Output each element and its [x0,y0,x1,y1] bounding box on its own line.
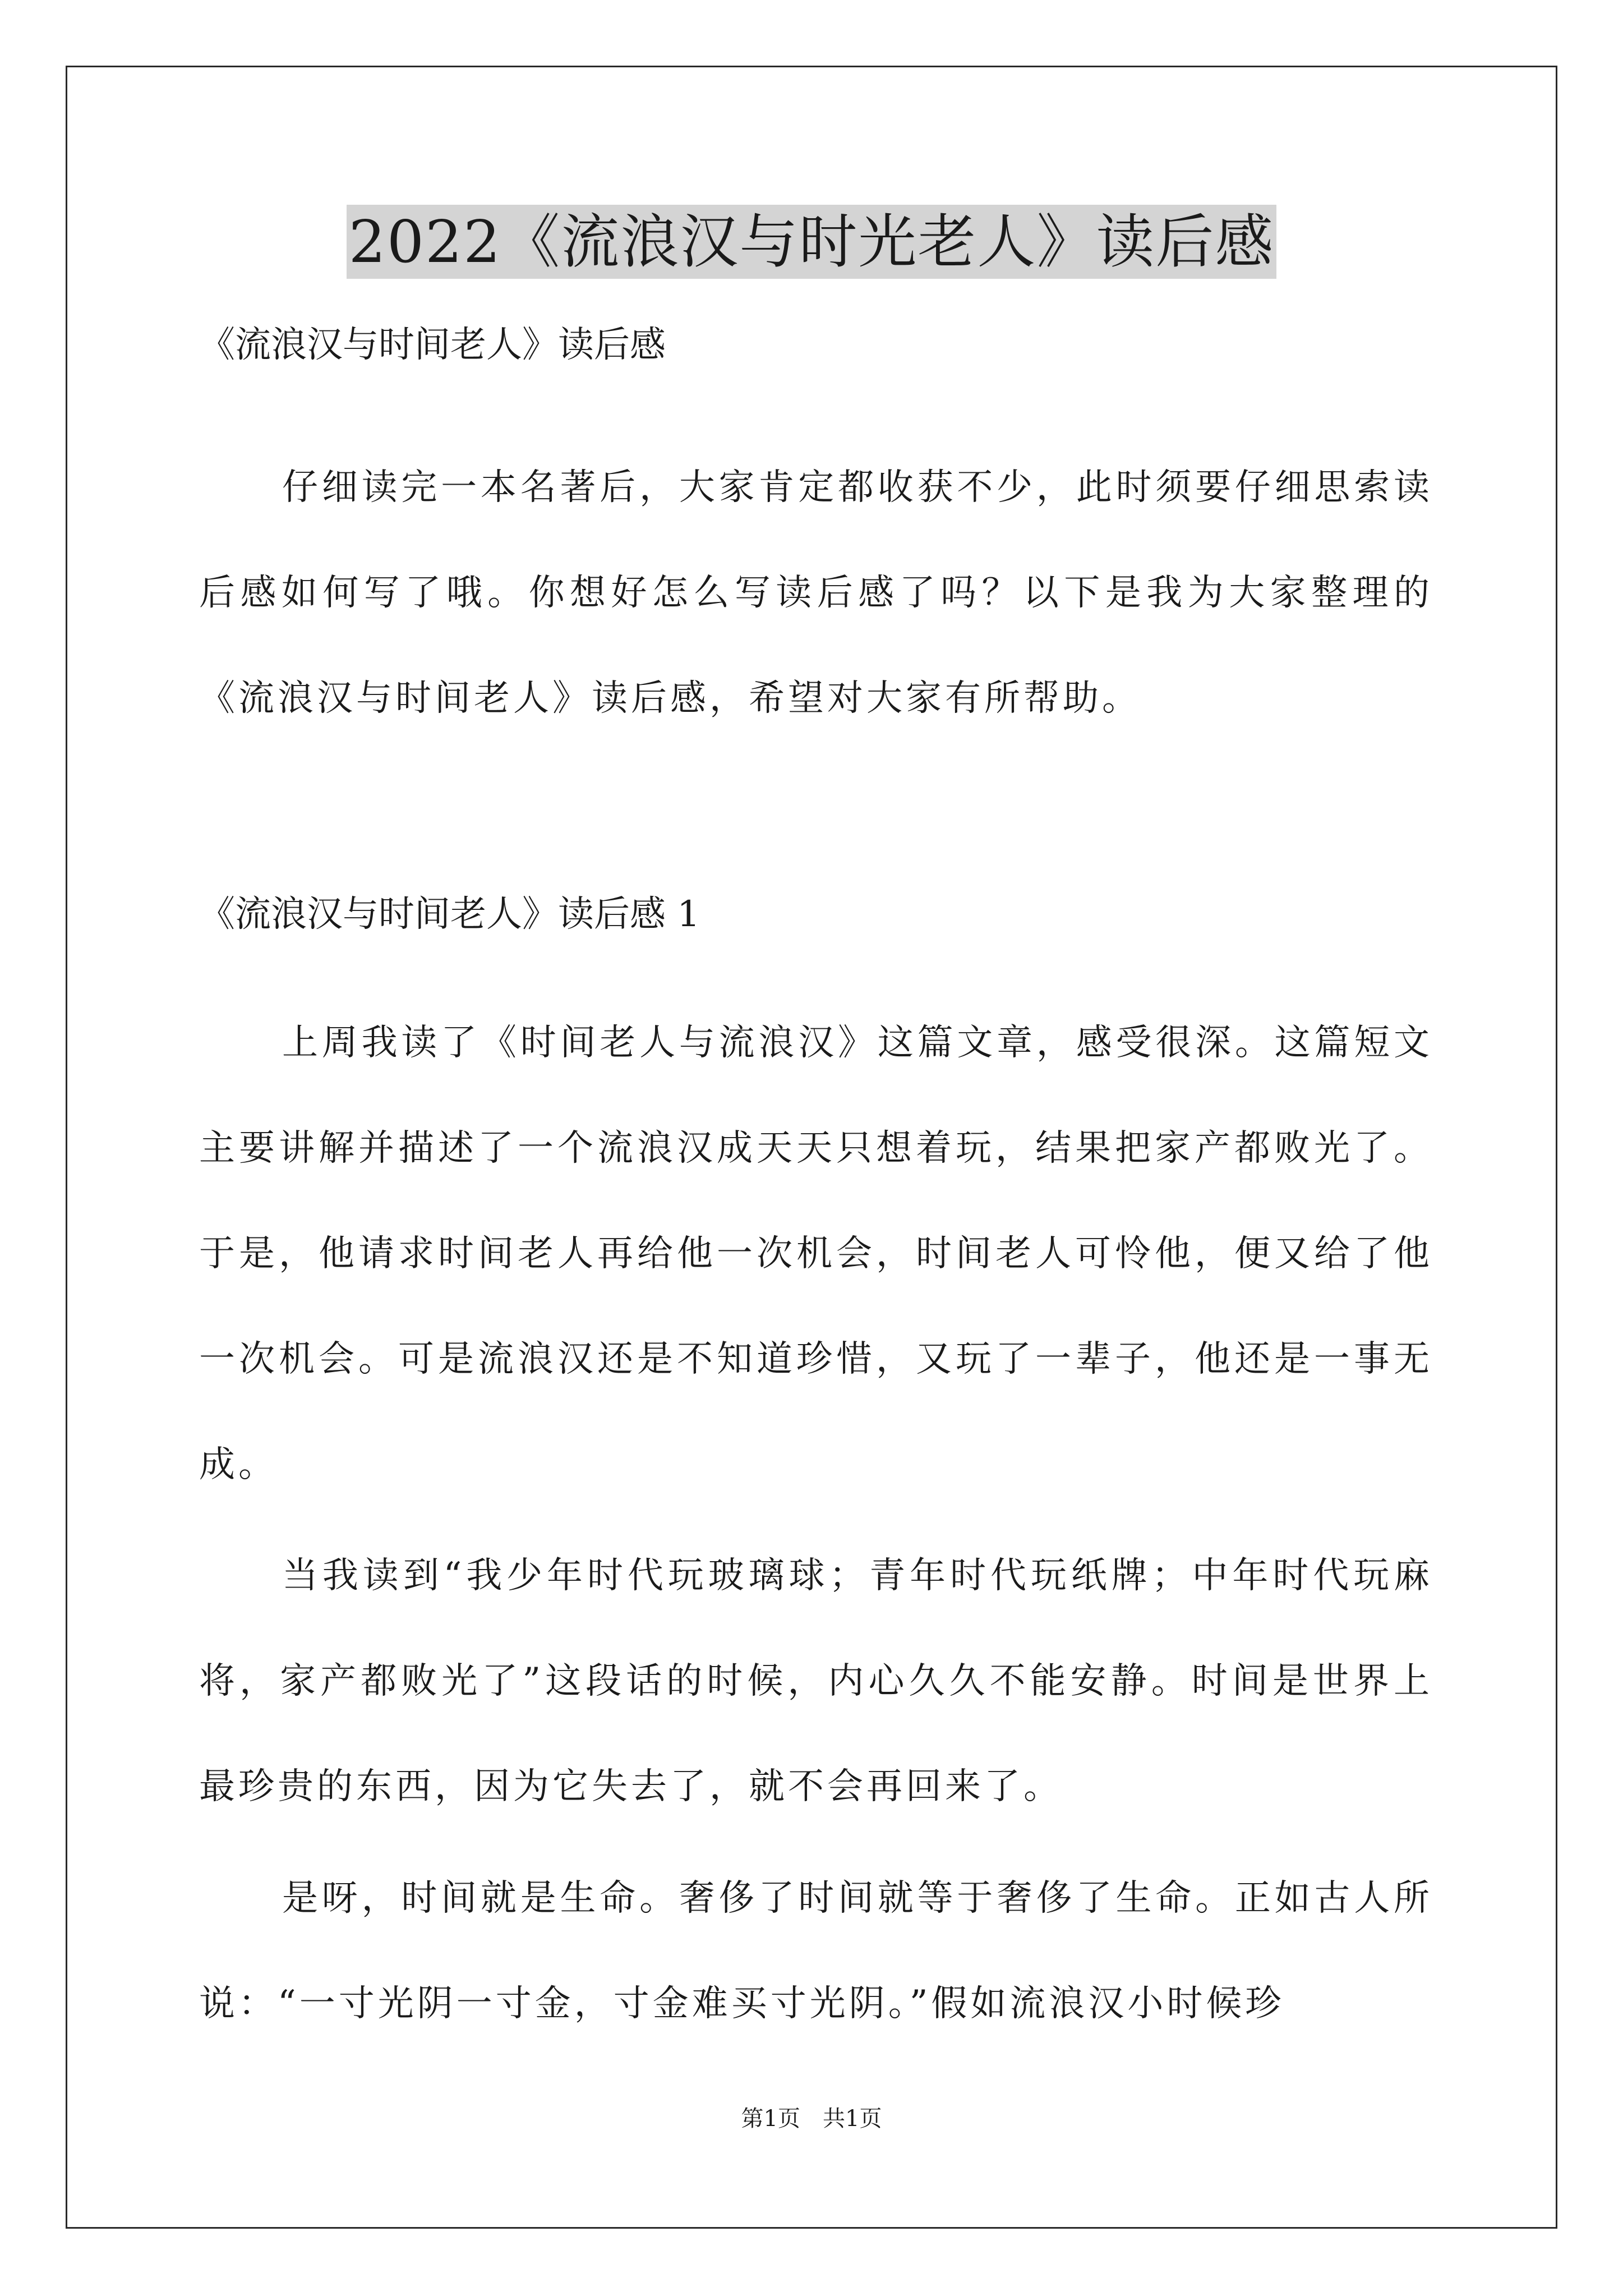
document-title: 2022《流浪汉与时光老人》读后感 [347,205,1277,279]
document-subtitle: 《流浪汉与时间老人》读后感 [199,324,666,366]
body-paragraph: 是呀，时间就是生命。奢侈了时间就等于奢侈了生命。正如古人所说：“一寸光阴一寸金，寸金难买寸光阴。”假如流浪汉小时候珍 [199,1878,1433,2024]
body-paragraph: 上周我读了《时间老人与流浪汉》这篇文章，感受很深。这篇短文主要讲解并描述了一个流浪汉成天天只想着玩，结果把家产都败光了。于是，他请求时间老人再给他一次机会，时间老人可怜他，便又给了他一次机会。可是流浪汉还是不知道珍惜，又玩了一辈子，他还是一事无成。 [199,1022,1433,1485]
section-heading: 《流浪汉与时间老人》读后感 1 [199,894,700,935]
intro-paragraph: 仔细读完一本名著后，大家肯定都收获不少，此时须要仔细思索读后感如何写了哦。你想好怎么写读后感了吗？以下是我为大家整理的《流浪汉与时间老人》读后感，希望对大家有所帮助。 [199,467,1433,719]
title-container [0,205,1623,279]
page-footer: 第1页 共1页 [741,2106,882,2132]
body-paragraph: 当我读到“我少年时代玩玻璃球；青年时代玩纸牌；中年时代玩麻将，家产都败光了”这段话的时候，内心久久不能安静。时间是世界上最珍贵的东西，因为它失去了，就不会再回来了。 [199,1555,1433,1807]
